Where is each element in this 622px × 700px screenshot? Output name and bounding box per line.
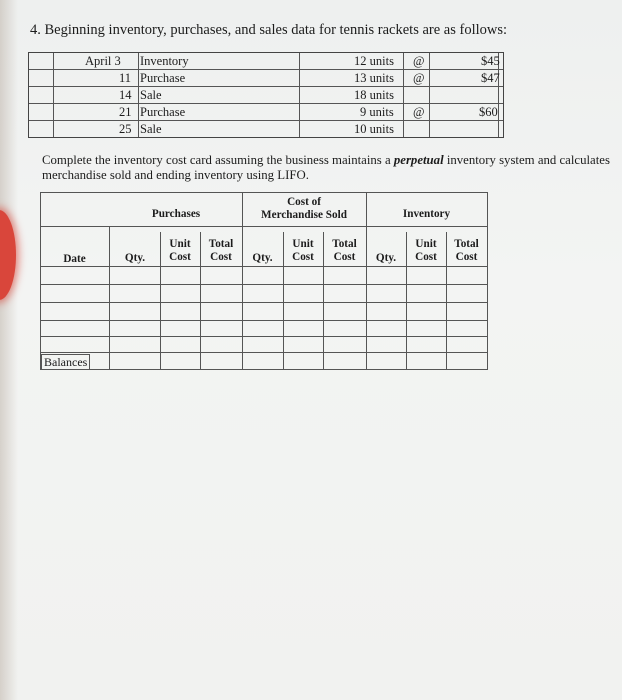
txn-units: 18 units [354, 88, 394, 102]
inventory-cost-card [40, 192, 488, 369]
card-border-top [40, 192, 488, 193]
purchases-unit-header-line2: Cost [169, 251, 191, 263]
txn-cost: $60 [479, 105, 498, 119]
txn-type: Purchase [140, 71, 186, 85]
card-border-left [40, 192, 41, 369]
table-row [29, 104, 503, 121]
cms-header-line2: Merchandise Sold [261, 209, 347, 221]
card-row-line [40, 302, 488, 303]
cms-header-line1: Cost of [287, 196, 321, 208]
txn-at: @ [413, 71, 425, 85]
table-row [29, 70, 503, 87]
inventory-header: Inventory [402, 208, 451, 220]
card-row-line [40, 266, 488, 267]
instructions-emphasis: perpetual [393, 153, 444, 167]
cms-total-header-line2: Cost [333, 251, 356, 263]
txn-type: Inventory [140, 54, 189, 68]
balances-label: Balances [41, 354, 90, 370]
card-row-line [40, 336, 488, 337]
instructions-part1: Complete the inventory cost card assuming the business maintains a [42, 153, 394, 167]
txn-date: 25 [119, 122, 132, 136]
cms-unit-header-line2: Cost [292, 251, 314, 263]
txn-date: 14 [119, 88, 132, 102]
date-header: Date [63, 253, 86, 265]
card-row-line [40, 320, 488, 321]
instructions-line2: merchandise sold and ending inventory using LIFO. [42, 168, 309, 182]
purchases-unit-header-line1: Unit [169, 238, 191, 250]
transactions-table [28, 52, 504, 138]
card-col-line [109, 226, 110, 369]
txn-date: 21 [119, 105, 132, 119]
txn-date: April 3 [85, 54, 121, 68]
inventory-unit-header-line1: Unit [415, 238, 437, 250]
purchases-total-header-line2: Cost [210, 251, 232, 263]
txn-at: @ [413, 54, 425, 68]
page-edge-shadow [0, 0, 18, 700]
table-row [29, 121, 503, 138]
table-row [29, 87, 503, 104]
txn-at: @ [413, 105, 425, 119]
card-border-right [487, 192, 488, 369]
card-row-line [40, 284, 488, 285]
txn-type: Sale [140, 122, 162, 136]
txn-cost: $47 [481, 71, 500, 85]
purchases-qty-header: Qty. [124, 252, 146, 264]
cms-total-header-line1: Total [332, 238, 357, 250]
question-text: 4. Beginning inventory, purchases, and sales data for tennis rackets are as follows: [30, 22, 508, 38]
cms-unit-header-line1: Unit [292, 238, 314, 250]
txn-type: Sale [140, 88, 162, 102]
purchases-header: Purchases [151, 208, 201, 220]
inventory-qty-header: Qty. [375, 252, 397, 264]
txn-date: 11 [119, 71, 132, 85]
txn-units: 9 units [360, 105, 394, 119]
txn-cost: $45 [481, 54, 500, 68]
card-border-bottom [40, 369, 488, 370]
inventory-total-header-line2: Cost [455, 251, 478, 263]
instructions [42, 153, 622, 183]
cms-qty-header: Qty. [252, 252, 273, 264]
table-row [29, 53, 503, 70]
card-header-divider [40, 226, 488, 227]
txn-type: Purchase [140, 105, 186, 119]
instructions-part2: inventory system and calculates [443, 153, 610, 167]
txn-units: 10 units [354, 122, 394, 136]
purchases-total-header-line1: Total [208, 238, 234, 250]
txn-units: 12 units [354, 54, 394, 68]
card-row-line [40, 352, 488, 353]
inventory-total-header-line1: Total [454, 238, 479, 250]
txn-units: 13 units [354, 71, 394, 85]
inventory-unit-header-line2: Cost [415, 251, 437, 263]
